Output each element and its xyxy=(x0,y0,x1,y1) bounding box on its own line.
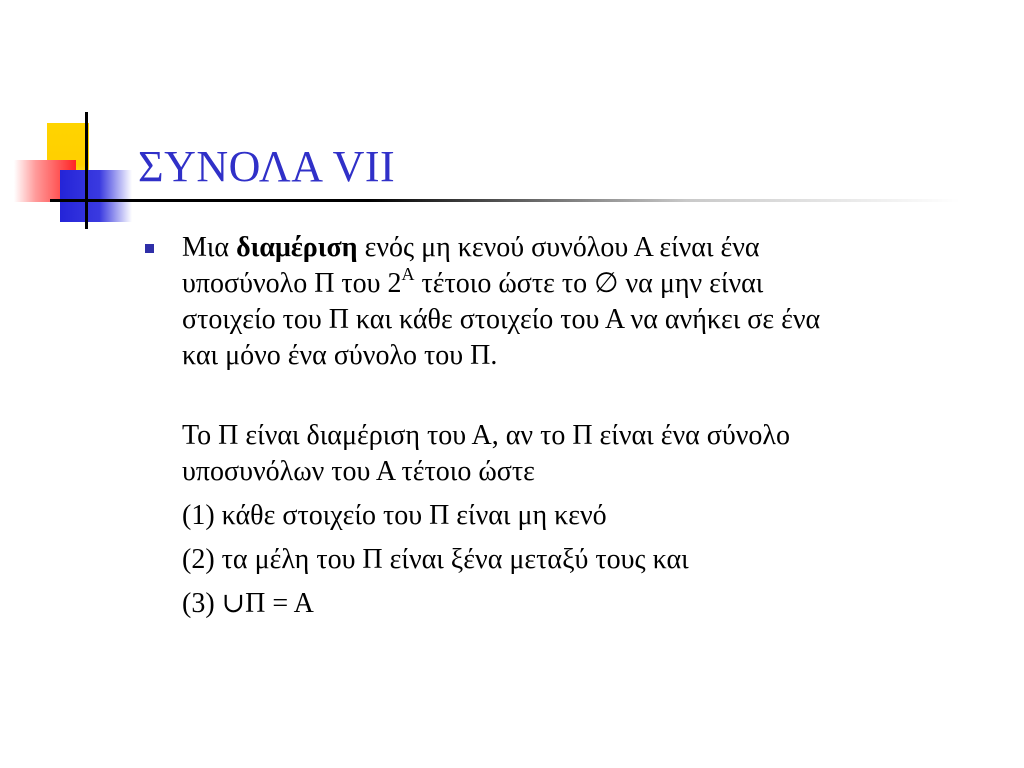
bullet-superscript: Α xyxy=(401,263,415,284)
condition-1: (1) κάθε στοιχείο του Π είναι μη κενό xyxy=(182,500,607,531)
bullet-line4: και μόνο ένα σύνολο του Π. xyxy=(182,340,498,371)
logo-vertical-line xyxy=(85,112,88,229)
slide-title: ΣΥΝΟΛΑ VII xyxy=(138,142,396,191)
condition-2: (2) τα μέλη του Π είναι ξένα μεταξύ τους και xyxy=(182,544,689,575)
bullet-pre: Μια xyxy=(182,232,237,263)
bullet-bold-term: διαμέριση xyxy=(236,232,358,263)
bullet-square-icon xyxy=(145,244,154,253)
definition-line1: Το Π είναι διαμέριση του Α, αν το Π είναι ένα σύνολο xyxy=(182,420,790,451)
definition-paragraph xyxy=(182,418,982,490)
title-underline xyxy=(50,199,960,202)
bullet-line2-pre: υποσύνολο Π του 2 xyxy=(182,268,402,299)
logo-blue-square xyxy=(60,170,132,222)
condition-3: (3) ∪Π = Α xyxy=(182,588,314,619)
bullet-paragraph xyxy=(182,230,982,374)
slide-body xyxy=(182,230,982,622)
bullet-line3: στοιχείο του Π και κάθε στοιχείο του Α να ανήκει σε ένα xyxy=(182,304,821,335)
definition-line2: υποσυνόλων του Α τέτοιο ώστε xyxy=(182,456,535,487)
bullet-line2-rest: τέτοιο ώστε το ∅ να μην είναι xyxy=(414,268,764,299)
bullet-line1-rest: ενός μη κενού συνόλου Α είναι ένα xyxy=(357,232,760,263)
